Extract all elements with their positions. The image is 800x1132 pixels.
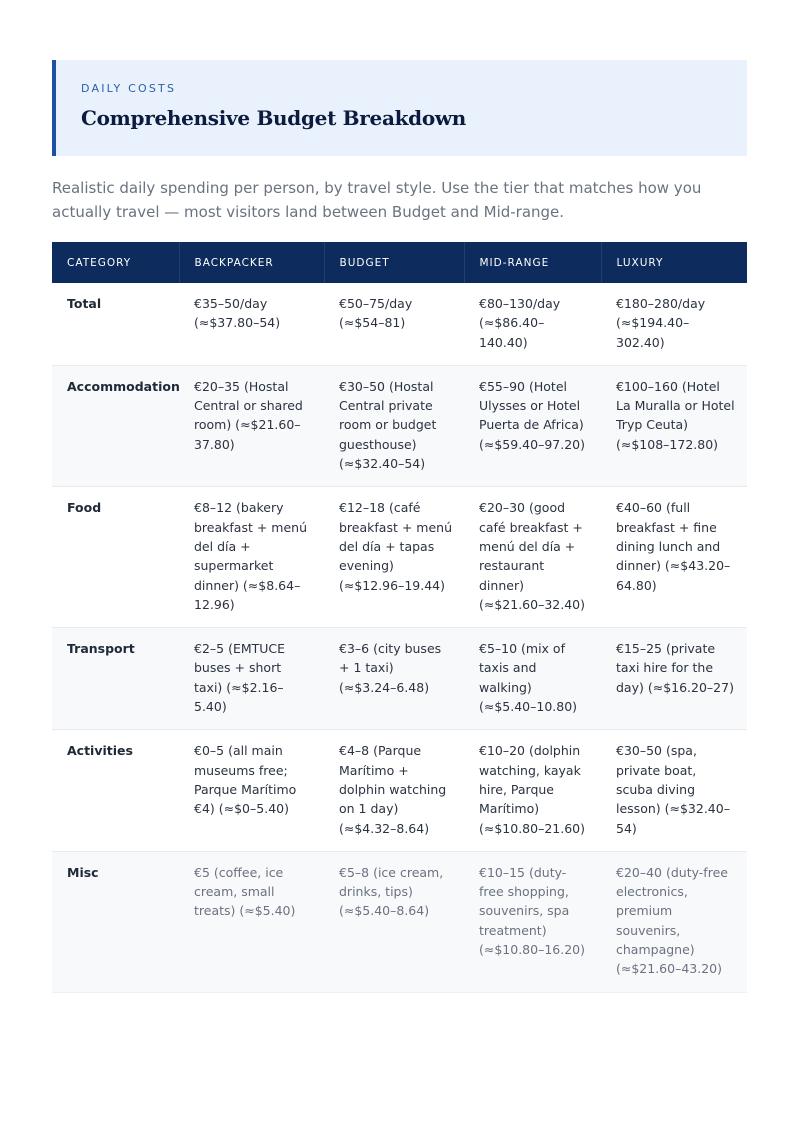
mid-range-cell: €20–30 (good café breakfast + menú del día + restaurant dinner) (≈$21.60–32.40) bbox=[479, 500, 585, 612]
column-header-luxury: LUXURY bbox=[601, 242, 747, 283]
luxury-cell: €100–160 (Hotel La Muralla or Hotel Tryp Ceuta) (≈$108–172.80) bbox=[616, 378, 735, 452]
budget-cell: €4–8 (Parque Marítimo + dolphin watching on 1 day) (≈$4.32–8.64) bbox=[339, 743, 447, 836]
budget-cell: €50–75/day (≈$54–81) bbox=[339, 296, 413, 331]
table-row bbox=[52, 365, 747, 486]
budget-cell: €12–18 (café breakfast + menú del día + tapas evening) (≈$12.96–19.44) bbox=[339, 500, 452, 593]
luxury-cell: €20–40 (duty-free electronics, premium souvenirs, champagne) (≈$21.60–43.20) bbox=[616, 864, 728, 977]
luxury-cell: €180–280/day (≈$194.40–302.40) bbox=[616, 296, 706, 350]
section-eyebrow: DAILY COSTS bbox=[81, 82, 177, 95]
budget-table bbox=[52, 242, 747, 993]
table-row bbox=[52, 730, 747, 851]
budget-cell: €3–6 (city buses + 1 taxi) (≈$3.24–6.48) bbox=[339, 641, 442, 695]
luxury-cell: €15–25 (private taxi hire for the day) (≈$16.20–27) bbox=[616, 641, 734, 695]
mid-range-cell: €10–15 (duty-free shopping, souvenirs, spa treatment) (≈$10.80–16.20) bbox=[479, 864, 585, 958]
column-header-budget: BUDGET bbox=[324, 242, 464, 283]
column-header-backpacker: BACKPACKER bbox=[179, 242, 324, 283]
section-title: Comprehensive Budget Breakdown bbox=[81, 106, 467, 130]
row-category-cell: Activities bbox=[67, 743, 133, 759]
backpacker-cell: €0–5 (all main museums free; Parque Marítimo €4) (≈$0–5.40) bbox=[194, 743, 297, 817]
table-row bbox=[52, 283, 747, 365]
backpacker-cell: €35–50/day (≈$37.80–54) bbox=[194, 296, 281, 331]
backpacker-cell: €20–35 (Hostal Central or shared room) (≈$21.60–37.80) bbox=[194, 378, 303, 452]
row-category-cell: Misc bbox=[67, 864, 99, 880]
section-header bbox=[52, 60, 747, 156]
budget-cell: €30–50 (Hostal Central private room or budget guesthouse) (≈$32.40–54) bbox=[339, 378, 437, 472]
mid-range-cell: €10–20 (dolphin watching, kayak hire, Parque Marítimo) (≈$10.80–21.60) bbox=[479, 743, 585, 836]
table-row bbox=[52, 487, 747, 628]
table-row bbox=[52, 628, 747, 730]
intro-paragraph: Realistic daily spending per person, by travel style. Use the tier that matches how you actually travel — most visitors land between Budget and Mid-range. bbox=[52, 179, 702, 221]
table-row bbox=[52, 851, 747, 992]
mid-range-cell: €80–130/day (≈$86.40–140.40) bbox=[479, 296, 561, 350]
mid-range-cell: €55–90 (Hotel Ulysses or Hotel Puerta de Africa) (≈$59.40–97.20) bbox=[479, 378, 585, 452]
table-header-row bbox=[52, 242, 747, 283]
luxury-cell: €40–60 (full breakfast + fine dining lunch and dinner) (≈$43.20–64.80) bbox=[616, 500, 731, 593]
budget-cell: €5–8 (ice cream, drinks, tips) (≈$5.40–8.64) bbox=[339, 864, 444, 919]
table-body bbox=[52, 283, 747, 992]
backpacker-cell: €2–5 (EMTUCE buses + short taxi) (≈$2.16–5.40) bbox=[194, 641, 286, 715]
luxury-cell: €30–50 (spa, private boat, scuba diving lesson) (≈$32.40–54) bbox=[616, 743, 730, 836]
backpacker-cell: €8–12 (bakery breakfast + menú del día + supermarket dinner) (≈$8.64–12.96) bbox=[194, 500, 307, 612]
row-category-cell: Transport bbox=[67, 641, 135, 657]
row-category-cell: Total bbox=[67, 296, 102, 311]
row-category-cell: Accommodation bbox=[67, 378, 180, 394]
table-header bbox=[52, 242, 747, 283]
row-category-cell: Food bbox=[67, 500, 102, 516]
column-header-category: CATEGORY bbox=[67, 256, 132, 269]
column-header-mid-range: MID-RANGE bbox=[464, 242, 601, 283]
mid-range-cell: €5–10 (mix of taxis and walking) (≈$5.40–10.80) bbox=[479, 641, 578, 715]
backpacker-cell: €5 (coffee, ice cream, small treats) (≈$5.40) bbox=[194, 864, 296, 919]
